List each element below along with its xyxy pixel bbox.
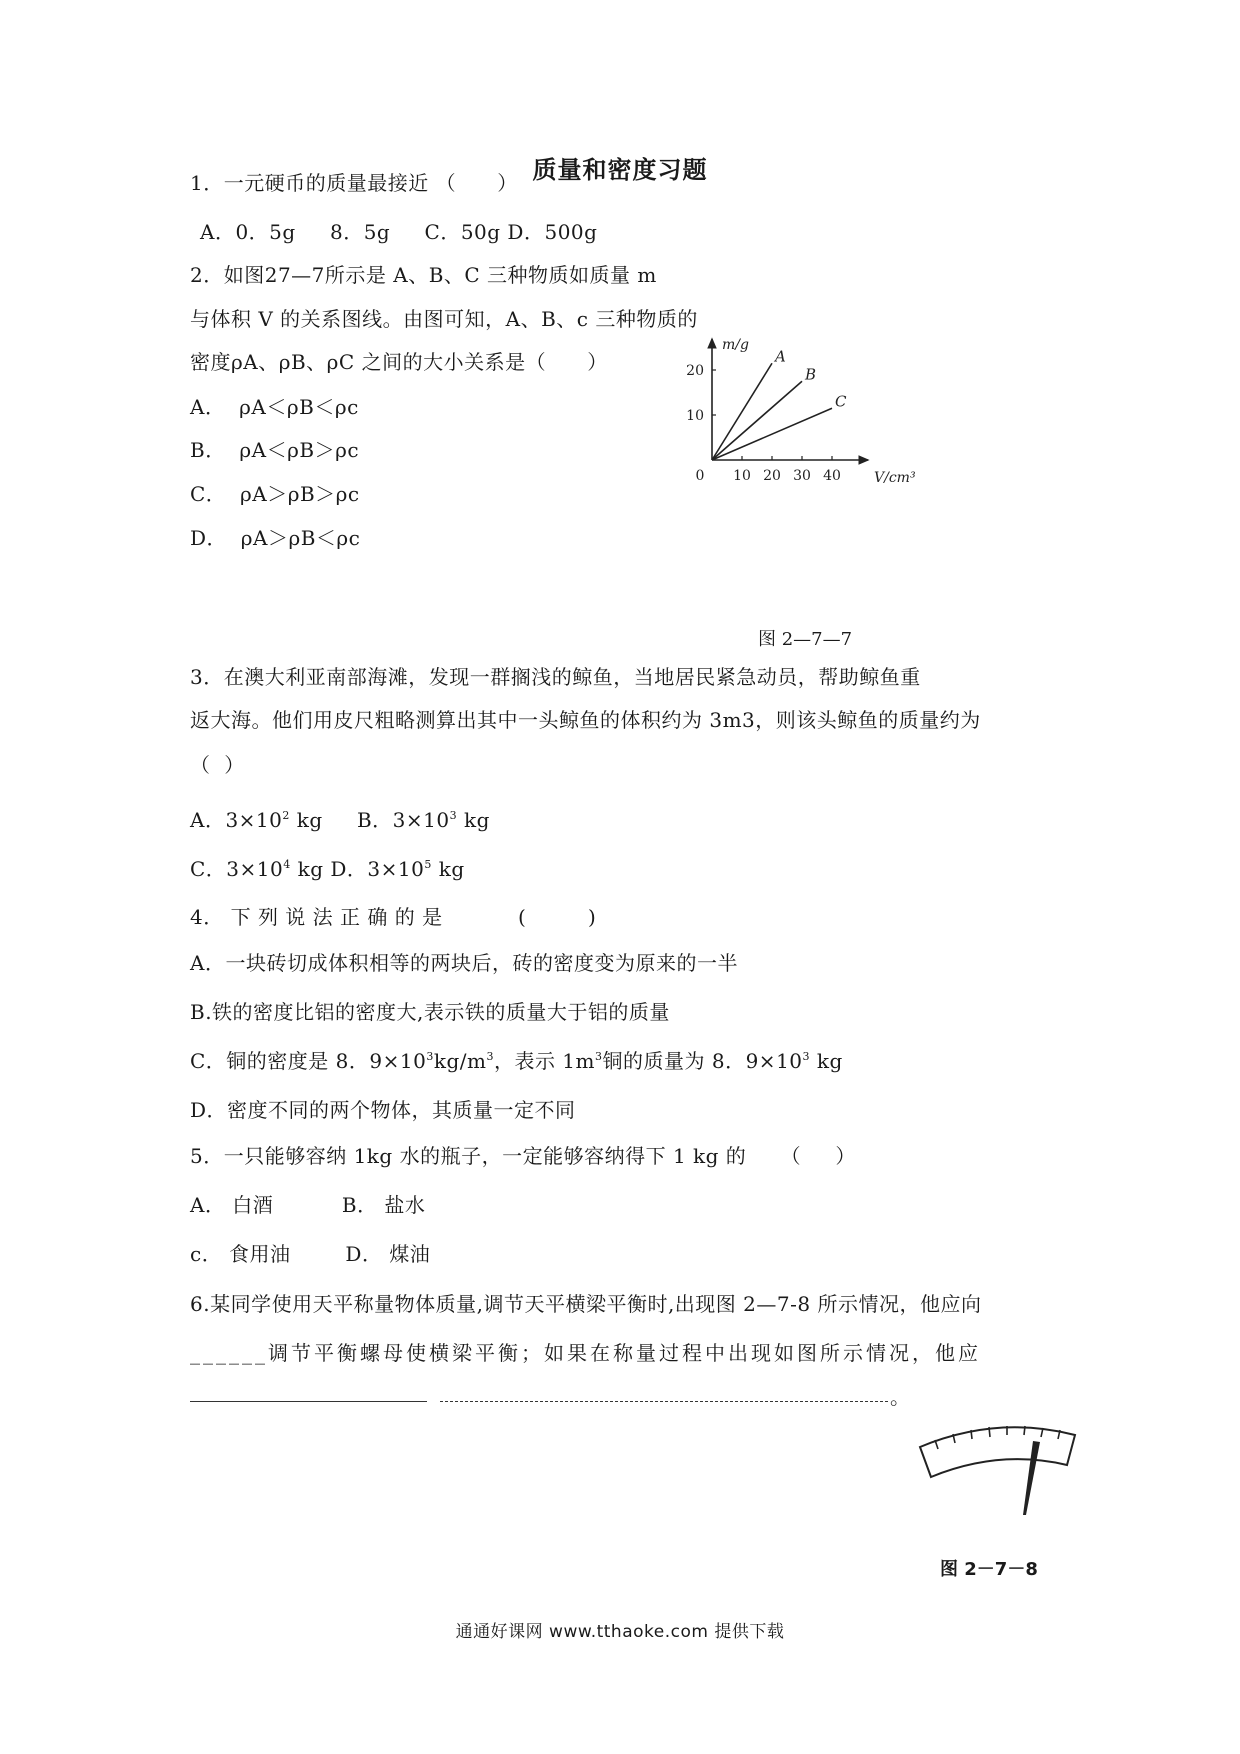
x-tick-label: 40 bbox=[823, 468, 841, 484]
y-tick-label: 10 bbox=[686, 408, 704, 424]
q3-option-a: A．$3\times 10^2$ kg bbox=[190, 808, 357, 832]
page-title: 质量和密度习题 bbox=[532, 156, 708, 184]
q2-option-b: B． ρA＜ρB＞ρc bbox=[190, 438, 360, 462]
series-line-a bbox=[712, 363, 772, 460]
q3-stem-line3: （ ） bbox=[190, 753, 245, 777]
series-label-c: C bbox=[835, 392, 847, 411]
q5-options-row1: A． 白酒 B． 盐水 bbox=[190, 1193, 426, 1217]
q6-stem-line2: ______调节平衡螺母使横梁平衡；如果在称量过程中出现如图所示情况，他应 bbox=[190, 1341, 981, 1365]
q5-options-row2: c． 食用油 D． 煤油 bbox=[190, 1242, 431, 1266]
q3-options-cd bbox=[190, 856, 465, 882]
q3-option-b: B．$3\times 10^3$ kg bbox=[356, 808, 490, 832]
balance-pointer-scale-figure bbox=[915, 1405, 1085, 1535]
q4-option-b: B.铁的密度比铝的密度大,表示铁的质量大于铝的质量 bbox=[190, 1000, 670, 1024]
page-footer: 通通好课网 www.tthaoke.com 提供下载 bbox=[455, 1622, 785, 1642]
q3-option-d: D．$3\times 10^5$ kg bbox=[330, 857, 465, 881]
q2-stem-line1: 2．如图27—7所示是 A、B、C 三种物质如质量 m bbox=[190, 263, 657, 287]
series-line-b bbox=[712, 381, 802, 460]
x-tick-label: 10 bbox=[733, 468, 751, 484]
answer-blank-2 bbox=[440, 1401, 888, 1402]
x-axis-label: V/cm³ bbox=[874, 470, 916, 486]
q4-stem: 4． 下 列 说 法 正 确 的 是 ( ) bbox=[190, 905, 597, 929]
q4-option-d: D．密度不同的两个物体，其质量一定不同 bbox=[190, 1098, 576, 1122]
series-label-a: A bbox=[775, 347, 786, 366]
x-tick-label: 30 bbox=[793, 468, 811, 484]
figure-caption-2-7-7: 图 2—7—7 bbox=[758, 629, 853, 650]
q3-stem-line1: 3．在澳大利亚南部海滩，发现一群搁浅的鲸鱼，当地居民紧急动员，帮助鲸鱼重 bbox=[190, 665, 921, 689]
q2-stem-line2: 与体积 V 的关系图线。由图可知，A、B、c 三种物质的 bbox=[190, 307, 698, 331]
q6-stem-line1: 6.某同学使用天平称量物体质量,调节天平横梁平衡时,出现图 2—7-8 所示情况，他应向 bbox=[190, 1292, 982, 1316]
answer-blank-1 bbox=[190, 1401, 427, 1402]
q2-option-d: D． ρA＞ρB＜ρc bbox=[190, 526, 361, 550]
x-tick-label: 0 bbox=[695, 468, 705, 484]
q3-option-c: C．$3\times 10^4$ kg bbox=[190, 857, 331, 881]
q4-option-c: C．铜的密度是 8．$9\times 10^3kg/m^3$，表示 $1m^3$铜的质量为 8．$9\times 10^3$ kg bbox=[190, 1049, 843, 1073]
q4-option-a: A．一块砖切成体积相等的两块后，砖的密度变为原来的一半 bbox=[190, 951, 738, 975]
q2-option-a: A． ρA＜ρB＜ρc bbox=[190, 395, 359, 419]
figure-caption-2-7-8: 图 2－7－8 bbox=[940, 1559, 1038, 1580]
x-tick-label: 20 bbox=[763, 468, 781, 484]
series-line-c bbox=[712, 408, 832, 460]
y-tick-label: 20 bbox=[686, 363, 704, 379]
q1-options: A．0．5g 8．5g C．50g D．500g bbox=[200, 220, 598, 244]
q2-stem-line3: 密度ρA、ρB、ρC 之间的大小关系是（ ） bbox=[190, 350, 608, 374]
y-axis-label: m/g bbox=[722, 337, 749, 353]
q2-option-c: C． ρA＞ρB＞ρc bbox=[190, 482, 360, 506]
q6-line3-end: 。 bbox=[890, 1385, 911, 1409]
mass-volume-chart bbox=[680, 320, 940, 500]
q5-stem: 5．一只能够容纳 1kg 水的瓶子，一定能够容纳得下 1 kg 的 （ ） bbox=[190, 1144, 856, 1168]
q1-stem: 1．一元硬币的质量最接近 （ ） bbox=[190, 171, 518, 195]
q3-stem-line2: 返大海。他们用皮尺粗略测算出其中一头鲸鱼的体积约为 3m3，则该头鲸鱼的质量约为 bbox=[190, 708, 981, 732]
series-label-b: B bbox=[805, 365, 817, 384]
q3-options-ab bbox=[190, 807, 490, 833]
